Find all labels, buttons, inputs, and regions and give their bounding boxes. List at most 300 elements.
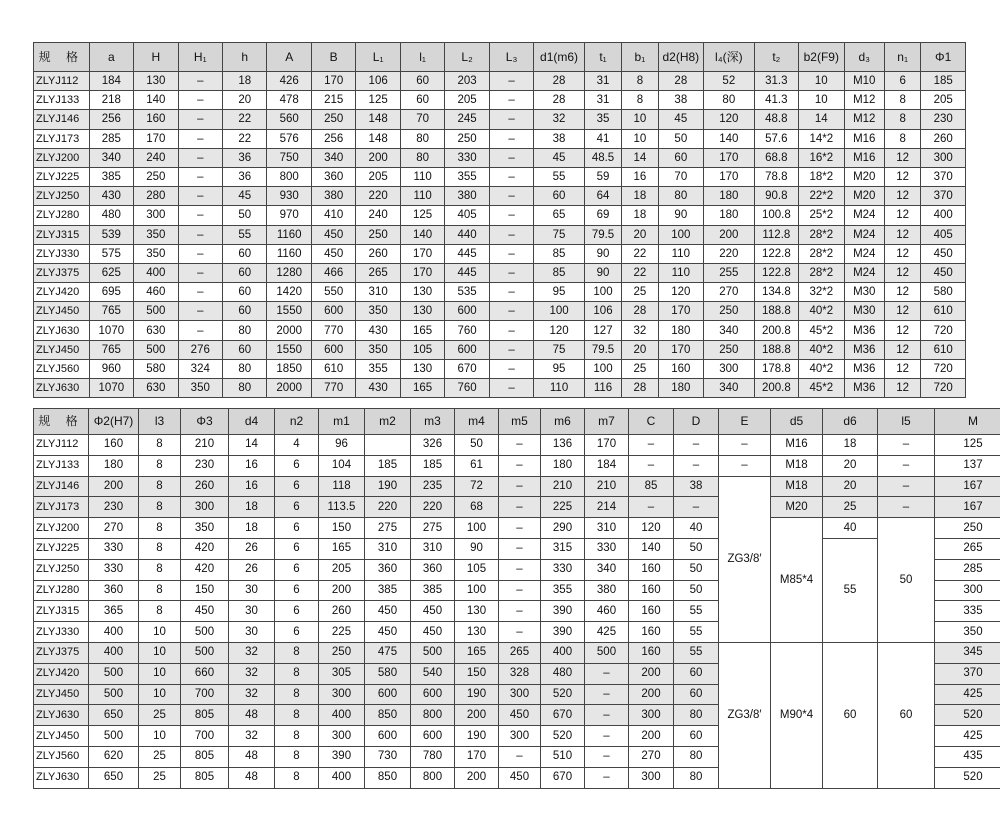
table-cell: 8 [275,684,319,705]
table-cell: 14 [799,110,844,129]
table-cell: 188.8 [754,302,798,321]
table-cell: 6 [275,538,319,559]
table-cell: 130 [400,359,444,378]
table-cell: 300 [921,148,966,167]
table-cell: 770 [311,379,355,398]
table-cell: 445 [445,263,489,282]
table-cell: 48 [229,767,275,788]
table-cell: 25 [622,283,658,302]
table-cell: 805 [181,746,229,767]
table-cell: 136 [541,435,585,456]
table-cell: 600 [445,302,489,321]
table-cell: – [489,129,533,148]
merged-l5-cell: 60 [878,642,935,788]
table-cell: 200 [89,476,139,497]
table-cell: 450 [411,622,455,643]
model-cell: ZLYJ173 [34,497,89,518]
model-cell: ZLYJ315 [34,225,90,244]
table-cell: 200 [455,767,499,788]
table-cell: 118 [319,476,365,497]
table-cell: 340 [704,379,755,398]
model-cell: ZLYJ420 [34,663,89,684]
table-cell: M20 [771,497,823,518]
table-cell: 8 [139,518,181,539]
table-cell: 8 [275,746,319,767]
table-cell: 8 [622,72,658,91]
table-cell: 365 [89,601,139,622]
table-cell: M12 [844,110,884,129]
table-cell: 475 [365,642,411,663]
model-cell: ZLYJ330 [34,622,89,643]
table-cell: 450 [365,622,411,643]
column-header: H₁ [178,43,222,72]
table-cell: 350 [178,379,222,398]
table-cell: 300 [134,206,178,225]
model-cell: ZLYJ146 [34,110,90,129]
table-cell: 426 [267,72,311,91]
table-cell: 630 [134,321,178,340]
table-cell: 35 [584,110,621,129]
table-cell: 61 [455,455,499,476]
table-cell: – [585,746,629,767]
table-cell: 100.8 [754,206,798,225]
table-cell: 350 [935,622,1000,643]
table-cell: 600 [311,340,355,359]
column-header: m3 [411,409,455,435]
table-cell: 165 [400,321,444,340]
table-cell: 25 [622,359,658,378]
table-cell: 45*2 [799,379,844,398]
table-cell: 275 [365,518,411,539]
table-cell: 340 [311,148,355,167]
table-cell: 450 [311,244,355,263]
table-cell: 10 [139,622,181,643]
table-cell: 8 [139,580,181,601]
table-cell: 112.8 [754,225,798,244]
table-row [34,263,966,282]
table-cell: 450 [499,767,541,788]
table-cell: 300 [629,705,674,726]
table-cell: 385 [411,580,455,601]
table-cell: 125 [400,206,444,225]
table-cell: 770 [311,321,355,340]
table-cell: 4 [275,435,319,456]
table-cell: – [585,726,629,747]
table-cell: 330 [585,538,629,559]
table-cell: 500 [411,642,455,663]
column-header: Φ3 [181,409,229,435]
table-cell: 32 [534,110,585,129]
table-cell: 1070 [89,379,133,398]
table-cell: 600 [411,684,455,705]
table-cell: 130 [134,72,178,91]
table-row [34,206,966,225]
table-cell: 400 [89,642,139,663]
table-cell: 500 [89,726,139,747]
table-cell: 650 [89,767,139,788]
table-cell: 200 [319,580,365,601]
table-cell: 405 [921,225,966,244]
table-cell: 160 [629,580,674,601]
table-cell: 28 [658,72,703,91]
table-cell: 240 [356,206,400,225]
table-cell: M24 [844,206,884,225]
table-cell: 210 [585,476,629,497]
table-cell: 170 [400,263,444,282]
column-header: 规 格 [34,409,89,435]
model-cell: ZLYJ630 [34,321,90,340]
table-cell: 170 [311,72,355,91]
table-cell: 310 [356,283,400,302]
table-cell: 28 [534,91,585,110]
table-cell: 328 [499,663,541,684]
table-cell: 430 [89,187,133,206]
table-cell: 400 [134,263,178,282]
table-cell: 12 [884,206,920,225]
table-cell: 200 [629,663,674,684]
column-header: d4 [229,409,275,435]
table-cell: 370 [921,167,966,186]
table-cell: 255 [704,263,755,282]
table-cell: – [878,435,935,456]
table-cell: 539 [89,225,133,244]
table-row [34,518,1000,539]
table-row [34,538,1000,559]
table-cell: 350 [356,302,400,321]
table-cell: 150 [455,663,499,684]
table-cell: 16 [229,476,275,497]
table-cell: 26 [229,538,275,559]
table-cell: 12 [884,321,920,340]
table-cell: 780 [411,746,455,767]
table-cell: – [629,435,674,456]
table-cell: 670 [445,359,489,378]
column-header: m1 [319,409,365,435]
table-cell: 48 [229,705,275,726]
table-cell: 200 [629,684,674,705]
table-cell: 20 [622,340,658,359]
table-cell: 80 [674,767,719,788]
table-cell: 160 [629,642,674,663]
table-cell: 205 [921,91,966,110]
table-cell: 256 [311,129,355,148]
column-header: t₁ [584,43,621,72]
table-cell: 500 [134,302,178,321]
table-cell: 380 [311,187,355,206]
table-cell: – [499,455,541,476]
table-cell: 22 [223,110,267,129]
table-cell: 218 [89,91,133,110]
table-cell: 120 [704,110,755,129]
table-cell: 285 [89,129,133,148]
table-cell: 100 [584,359,621,378]
column-header: h [223,43,267,72]
table-cell: – [178,244,222,263]
column-header: B [311,43,355,72]
table-cell: 116 [584,379,621,398]
table-cell: 148 [356,110,400,129]
table-cell: 12 [884,263,920,282]
table-cell: 6 [275,622,319,643]
model-cell: ZLYJ280 [34,580,89,601]
table-cell: 160 [134,110,178,129]
table-cell: 41 [584,129,621,148]
table-row [34,91,966,110]
table-cell: 205 [445,91,489,110]
table-cell: 260 [356,244,400,263]
table-cell: 180 [89,455,139,476]
table-cell: 270 [704,283,755,302]
column-header: d6 [823,409,878,435]
table-cell: 48 [229,746,275,767]
table-cell: 700 [181,726,229,747]
table-cell: 40 [823,518,878,539]
table-cell: 20 [223,91,267,110]
table-cell: 30 [229,622,275,643]
table-cell: 25 [139,746,181,767]
table-cell: 310 [585,518,629,539]
table-cell: 170 [455,746,499,767]
table-cell: 45 [658,110,703,129]
table-cell: 805 [181,767,229,788]
table-cell: M18 [771,455,823,476]
table-cell: 90 [658,206,703,225]
table-cell: 80 [223,379,267,398]
table-cell: 450 [921,244,966,263]
table-cell: 18 [823,435,878,456]
column-header: M [935,409,1000,435]
table-cell: 1280 [267,263,311,282]
table-cell: 110 [658,244,703,263]
table-cell: 1070 [89,321,133,340]
table-cell: 12 [884,167,920,186]
table-cell: 256 [89,110,133,129]
table-cell: 90 [584,244,621,263]
table-cell: 10 [139,684,181,705]
table-cell: M16 [844,129,884,148]
table-cell: 125 [935,435,1000,456]
table-cell: 22 [622,244,658,263]
table-cell: 250 [319,642,365,663]
column-header: b₁ [622,43,658,72]
table-cell: 560 [267,110,311,129]
table-cell: 72 [455,476,499,497]
model-cell: ZLYJ630 [34,767,89,788]
model-cell: ZLYJ200 [34,148,90,167]
table-cell: 12 [884,379,920,398]
table-cell: 450 [181,601,229,622]
table-cell: 25*2 [799,206,844,225]
table-cell: 79.5 [584,225,621,244]
table-cell: 127 [584,321,621,340]
table-cell: 10 [799,72,844,91]
table-cell: 80 [223,321,267,340]
table-row [34,455,1000,476]
table-cell: 220 [356,187,400,206]
table-cell: 170 [704,167,755,186]
table-cell: 48.8 [754,110,798,129]
table-cell: – [178,206,222,225]
table-cell: – [719,455,771,476]
table-cell: – [499,580,541,601]
table-cell: 20 [823,476,878,497]
column-header: d2(H8) [658,43,703,72]
table-cell: 430 [356,379,400,398]
table-cell: 800 [267,167,311,186]
table-row [34,359,966,378]
table-row [34,110,966,129]
table-cell: 850 [365,705,411,726]
table-cell: 60 [534,187,585,206]
table-cell: 10 [622,110,658,129]
table-cell: 95 [534,359,585,378]
table-cell: 8 [139,601,181,622]
table-cell: 390 [541,622,585,643]
table-cell: 45 [534,148,585,167]
table-cell: 300 [935,580,1000,601]
table-cell: 610 [311,359,355,378]
table-cell: 75 [534,225,585,244]
table-cell: – [489,72,533,91]
table-row [34,129,966,148]
table-cell: 1160 [267,244,311,263]
table-cell: 8 [275,726,319,747]
table-cell: – [489,359,533,378]
table-cell: – [499,518,541,539]
table-cell: – [499,559,541,580]
table-cell: 600 [365,684,411,705]
table-cell: – [878,476,935,497]
table-cell: 500 [89,663,139,684]
column-header: b2(F9) [799,43,844,72]
table-cell: 180 [704,206,755,225]
table-cell: 220 [411,497,455,518]
table-cell: 184 [89,72,133,91]
column-header: d₃ [844,43,884,72]
table-cell: – [585,663,629,684]
model-cell: ZLYJ330 [34,244,90,263]
table-cell: – [499,476,541,497]
table-cell: 178.8 [754,359,798,378]
table-cell: 230 [921,110,966,129]
table-cell: 290 [541,518,585,539]
table-cell: 16 [622,167,658,186]
table-cell: 510 [541,746,585,767]
table-cell: – [499,538,541,559]
table-cell: – [489,283,533,302]
table-cell: 625 [89,263,133,282]
model-cell: ZLYJ133 [34,91,90,110]
table-cell: – [489,206,533,225]
table-cell: 750 [267,148,311,167]
table-cell: 1550 [267,340,311,359]
dimension-table-1-wrapper [33,42,966,398]
table-cell: – [489,167,533,186]
table-cell: 610 [921,302,966,321]
table-cell: 210 [541,476,585,497]
table-cell: 36 [223,167,267,186]
table-cell: 200.8 [754,321,798,340]
table-cell: 460 [134,283,178,302]
table-cell: 380 [445,187,489,206]
table-cell: 214 [585,497,629,518]
model-cell: ZLYJ560 [34,359,90,378]
table-cell: 340 [89,148,133,167]
table-row [34,642,1000,663]
table-cell: 200 [455,705,499,726]
table-cell: 315 [541,538,585,559]
dimension-table-2 [33,408,1000,789]
table-cell: 670 [541,705,585,726]
table-cell: 80 [400,129,444,148]
table-cell: 8 [884,91,920,110]
table-cell: 14 [622,148,658,167]
table-cell: 250 [134,167,178,186]
table-cell: 28*2 [799,263,844,282]
table-cell: 205 [356,167,400,186]
table-cell: 200 [704,225,755,244]
table-cell: 300 [181,497,229,518]
table-cell: 55 [674,601,719,622]
table-cell: 12 [884,283,920,302]
table-cell: 535 [445,283,489,302]
table-cell: M12 [844,91,884,110]
table-cell: 200 [629,726,674,747]
table-cell: 79.5 [584,340,621,359]
table-cell: 425 [935,726,1000,747]
table-cell: 730 [365,746,411,767]
table-cell: 450 [499,705,541,726]
table-cell: – [499,435,541,456]
table-cell: 120 [658,283,703,302]
table-cell: 370 [921,187,966,206]
table-cell: 400 [319,705,365,726]
table-cell: 280 [134,187,178,206]
table-cell: 420 [181,559,229,580]
table-cell: 275 [411,518,455,539]
table-cell: – [178,129,222,148]
table-cell: 70 [658,167,703,186]
table-cell: 160 [629,601,674,622]
table-cell: – [178,187,222,206]
column-header: m2 [365,409,411,435]
table-cell: 180 [704,187,755,206]
dimension-table-1 [33,42,966,398]
table-cell: 40*2 [799,302,844,321]
table-cell: 30 [229,580,275,601]
table-cell: 630 [134,379,178,398]
table-cell: 8 [139,559,181,580]
table-cell: 32 [622,321,658,340]
table-cell: 18 [229,497,275,518]
table-cell: 285 [935,559,1000,580]
table-cell: 8 [275,767,319,788]
table-cell: 25 [823,497,878,518]
table-cell: 500 [181,642,229,663]
table-cell: 25 [139,705,181,726]
table-cell: 8 [139,497,181,518]
table-cell: 90 [455,538,499,559]
table-cell: 670 [541,767,585,788]
table-cell: 2000 [267,321,311,340]
table-cell: 85 [534,263,585,282]
column-header: L₃ [489,43,533,72]
table-cell: – [178,283,222,302]
table-cell: – [489,148,533,167]
table-cell: 270 [629,746,674,767]
table-cell: 106 [356,72,400,91]
column-header: m6 [541,409,585,435]
